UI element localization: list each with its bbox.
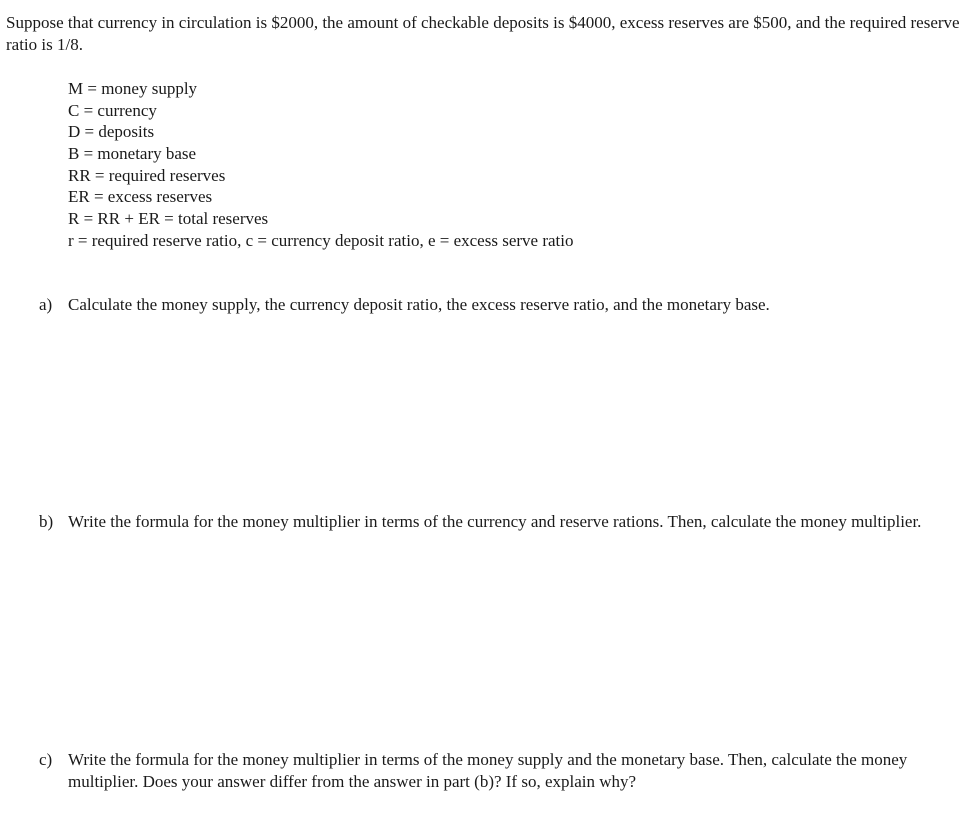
definition-excess-reserves: ER = excess reserves (68, 187, 213, 207)
question-text: Write the formula for the money multiplier in terms of the money supply and the monetary base. Then, calculate the money multiplier. Does your answer differ from the answer in part (b)? If so, explain why? (68, 750, 908, 791)
question-text: Write the formula for the money multiplier in terms of the currency and reserve rations. Then, calculate the money multiplier. (68, 512, 922, 531)
definition-total-reserves: R = RR + ER = total reserves (68, 209, 269, 229)
definition-ratios: r = required reserve ratio, c = currency deposit ratio, e = excess serve ratio (68, 230, 574, 250)
question-label: c) (39, 750, 53, 769)
question-label: a) (39, 295, 53, 314)
definitions-list (68, 78, 948, 252)
question-text: Calculate the money supply, the currency deposit ratio, the excess reserve ratio, and the monetary base. (68, 295, 770, 314)
definition-monetary-base: B = monetary base (68, 144, 197, 164)
definition-deposits: D = deposits (68, 122, 155, 142)
question-b (39, 511, 954, 533)
problem-statement: Suppose that currency in circulation is $2000, the amount of checkable deposits is $4000, excess reserves are $500, and the required reserve ratio is 1/8. (6, 13, 960, 54)
question-label: b) (39, 512, 54, 531)
definition-required-reserves: RR = required reserves (68, 165, 226, 185)
question-a (39, 294, 954, 316)
question-c (39, 749, 954, 793)
definition-currency: C = currency (68, 100, 157, 120)
definition-money-supply: M = money supply (68, 79, 198, 98)
